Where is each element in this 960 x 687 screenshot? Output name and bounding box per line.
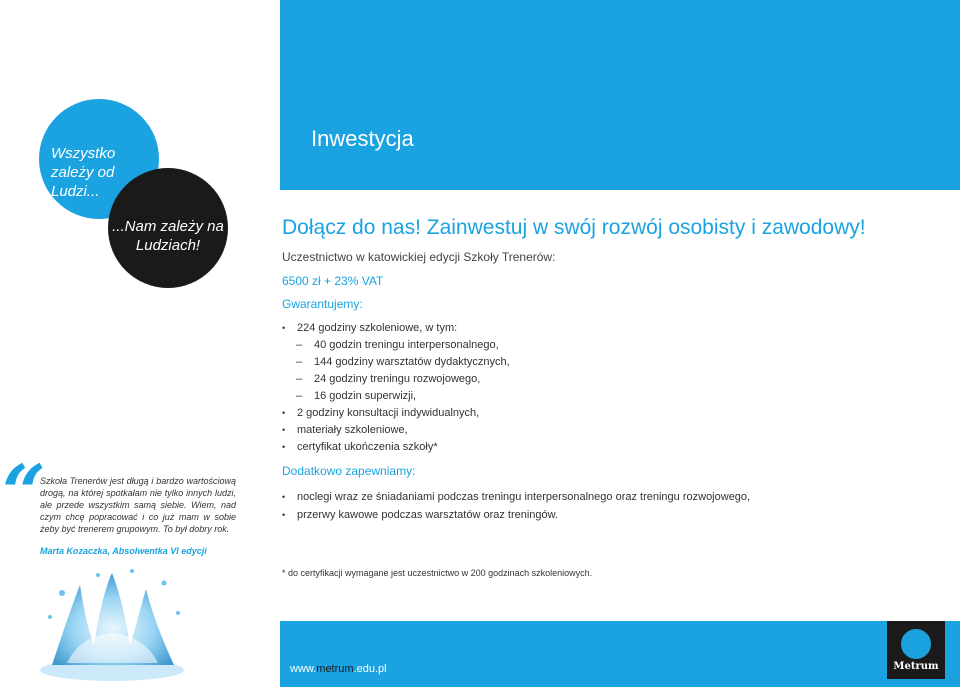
website-suffix: .edu.pl — [353, 663, 387, 675]
motto-black-text: ...Nam zależy na Ludziach! — [112, 218, 224, 254]
extra-list — [282, 488, 750, 524]
logo-text: Metrum — [893, 661, 939, 672]
list-item: • noclegi wraz ze śniadaniami podczas treningu interpersonalnego oraz treningu rozwojowego, — [282, 488, 750, 506]
guarantee-heading: Gwarantujemy: — [282, 297, 363, 311]
logo-dot-icon — [901, 629, 931, 659]
website-name: metrum — [316, 663, 354, 675]
list-item: • certyfikat ukończenia szkoły* — [282, 439, 510, 456]
motto-circle-black — [108, 168, 228, 288]
metrum-logo — [887, 621, 945, 679]
list-item: – 144 godziny warsztatów dydaktycznych, — [282, 354, 510, 371]
motto-blue-text: Wszystko zależy od Ludzi... — [51, 145, 116, 200]
list-item: • 224 godziny szkoleniowe, w tym: — [282, 320, 510, 337]
intro-text: Uczestnictwo w katowickiej edycji Szkoły Trenerów: — [282, 250, 556, 264]
guarantee-list — [282, 320, 510, 456]
list-item: – 40 godzin treningu interpersonalnego, — [282, 337, 510, 354]
header-panel — [280, 0, 960, 190]
website-prefix: www. — [290, 663, 317, 675]
list-item: • przerwy kawowe podczas warsztatów oraz treningów. — [282, 506, 750, 524]
list-item: • 2 godziny konsultacji indywidualnych, — [282, 405, 510, 422]
extra-heading: Dodatkowo zapewniamy: — [282, 464, 416, 478]
section-title: Inwestycja — [311, 126, 414, 151]
testimonial-author: Marta Kozaczka, Absolwentka VI edycji — [40, 546, 207, 556]
list-item: • materiały szkoleniowe, — [282, 422, 510, 439]
footnote: * do certyfikacji wymagane jest uczestnictwo w 200 godzinach szkoleniowych. — [282, 568, 593, 578]
headline: Dołącz do nas! Zainwestuj w swój rozwój osobisty i zawodowy! — [282, 216, 866, 239]
footer-panel — [280, 621, 960, 687]
quote-mark-icon: “ — [2, 448, 46, 537]
price: 6500 zł + 23% VAT — [282, 274, 384, 288]
list-item: – 16 godzin superwizji, — [282, 388, 510, 405]
website-link[interactable] — [290, 663, 387, 675]
water-splash-image — [32, 565, 192, 683]
testimonial-text: Szkoła Trenerów jest długą i bardzo wartościową drogą, na której spotkałam nie tylko innych ludzi, ale przede wszystkim samą siebie. Wiem, nad czym chcę popracować i co już mam w sobie żeby być trenerem grupowym. To był dobry rok. — [40, 476, 236, 534]
list-item: – 24 godziny treningu rozwojowego, — [282, 371, 510, 388]
